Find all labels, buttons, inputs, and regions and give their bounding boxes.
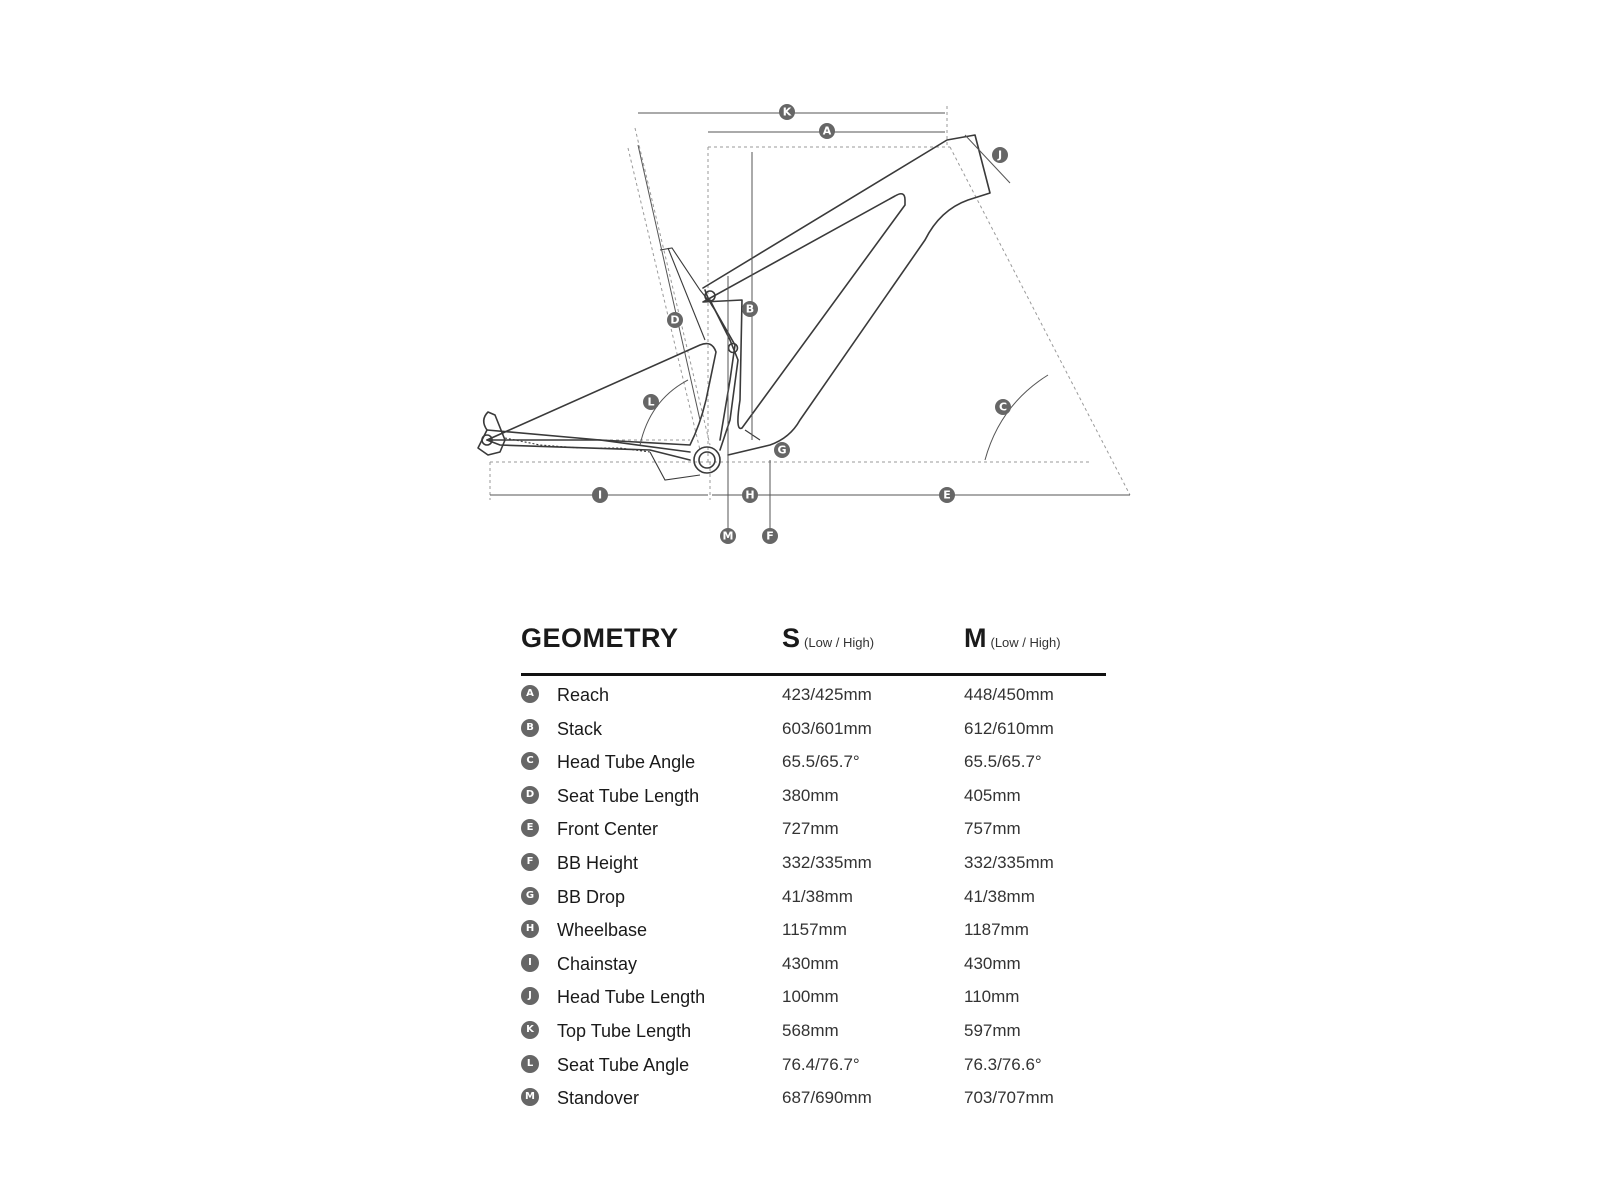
measurement-name: Seat Tube Length: [557, 785, 700, 806]
value-size-m: 405mm: [964, 785, 1021, 805]
value-size-s: 76.4/76.7°: [782, 1054, 860, 1074]
svg-text:F: F: [766, 529, 774, 543]
badge-e: [939, 487, 955, 503]
table-row: [521, 745, 1106, 779]
table-row: [521, 1081, 1106, 1115]
svg-text:G: G: [777, 443, 787, 457]
column-header-m: [964, 623, 1061, 654]
bike-frame: [478, 135, 990, 480]
letter-badge-icon: F: [521, 853, 539, 871]
size-label: M: [964, 623, 987, 653]
value-size-m: 76.3/76.6°: [964, 1054, 1042, 1074]
value-size-s: 687/690mm: [782, 1088, 872, 1108]
letter-badge-icon: M: [521, 1088, 539, 1106]
value-size-m: 332/335mm: [964, 852, 1054, 872]
value-size-m: 41/38mm: [964, 886, 1035, 906]
svg-text:C: C: [998, 400, 1008, 414]
measurement-name: BB Height: [557, 852, 639, 873]
svg-text:K: K: [782, 105, 792, 119]
badge-i: [592, 487, 608, 503]
value-size-m: 1187mm: [964, 920, 1029, 940]
table-row: [521, 678, 1106, 712]
letter-badge-icon: G: [521, 887, 539, 905]
badge-h: [742, 487, 758, 503]
letter-badge-icon: H: [521, 920, 539, 938]
badge-c: [995, 399, 1011, 415]
value-size-s: 727mm: [782, 819, 839, 839]
measurement-name: Stack: [557, 718, 603, 739]
value-size-m: 757mm: [964, 819, 1021, 839]
table-title: GEOMETRY: [521, 623, 679, 653]
svg-text:H: H: [745, 488, 755, 502]
value-size-m: 430mm: [964, 953, 1021, 973]
measurement-name: Seat Tube Angle: [557, 1054, 690, 1075]
value-size-s: 423/425mm: [782, 685, 872, 704]
value-size-m: 703/707mm: [964, 1088, 1054, 1108]
reference-lines: [490, 106, 1130, 500]
value-size-s: 430mm: [782, 953, 839, 973]
size-note: (Low / High): [804, 635, 875, 650]
table-row: [521, 980, 1106, 1014]
size-label: S: [782, 623, 801, 653]
value-size-s: 65.5/65.7°: [782, 752, 860, 772]
measurement-name: BB Drop: [557, 886, 626, 907]
table-row: [521, 712, 1106, 746]
svg-text:A: A: [822, 124, 832, 138]
value-size-s: 41/38mm: [782, 886, 853, 906]
badge-l: [643, 394, 659, 410]
badge-f: [762, 528, 778, 544]
badge-j: [992, 147, 1008, 163]
table-row: [521, 1014, 1106, 1048]
badge-g: [774, 442, 790, 458]
measurement-name: Standover: [557, 1088, 640, 1109]
letter-badge-icon: B: [521, 719, 539, 737]
letter-badge-icon: D: [521, 786, 539, 804]
column-header-s: [782, 623, 874, 654]
letter-badge-icon: K: [521, 1021, 539, 1039]
measurement-name: Top Tube Length: [557, 1020, 692, 1041]
table-row: [521, 880, 1106, 914]
table-row: [521, 846, 1106, 880]
letter-badge-icon: E: [521, 819, 539, 837]
letter-badge-icon: A: [521, 685, 539, 703]
table-row: [521, 947, 1106, 981]
svg-text:E: E: [943, 488, 951, 502]
svg-text:L: L: [647, 395, 655, 409]
table-row: [521, 1048, 1106, 1082]
table-header: [521, 615, 1106, 676]
badge-k: [779, 104, 795, 120]
value-size-m: 597mm: [964, 1020, 1021, 1040]
letter-badge-icon: I: [521, 954, 539, 972]
table-row: [521, 812, 1106, 846]
size-note: (Low / High): [990, 635, 1061, 650]
measurement-name: Front Center: [557, 819, 659, 840]
letter-badge-icon: J: [521, 987, 539, 1005]
dimension-lines: [490, 113, 1130, 530]
geometry-table: [521, 615, 1106, 1115]
value-size-s: 100mm: [782, 987, 839, 1007]
value-size-s: 603/601mm: [782, 718, 872, 738]
svg-text:I: I: [597, 488, 603, 502]
svg-text:J: J: [997, 148, 1003, 162]
measurement-name: Reach: [557, 685, 610, 705]
value-size-m: 612/610mm: [964, 718, 1054, 738]
table-row: [521, 779, 1106, 813]
svg-text:D: D: [670, 313, 680, 327]
value-size-s: 380mm: [782, 785, 839, 805]
letter-badge-icon: L: [521, 1055, 539, 1073]
badge-b: [742, 301, 758, 317]
letter-badge-icon: C: [521, 752, 539, 770]
value-size-s: 568mm: [782, 1020, 839, 1040]
badge-m: [720, 528, 736, 544]
table-body: [521, 676, 1106, 1115]
measurement-name: Chainstay: [557, 953, 638, 974]
measurement-name: Head Tube Length: [557, 987, 706, 1008]
value-size-m: 110mm: [964, 987, 1020, 1007]
value-size-m: 448/450mm: [964, 685, 1054, 704]
badge-d: [667, 312, 683, 328]
svg-text:M: M: [722, 529, 734, 543]
table-row: [521, 913, 1106, 947]
value-size-s: 1157mm: [782, 920, 847, 940]
measurement-name: Wheelbase: [557, 920, 648, 941]
value-size-m: 65.5/65.7°: [964, 752, 1042, 772]
badge-a: [819, 123, 835, 139]
value-size-s: 332/335mm: [782, 852, 872, 872]
measurement-name: Head Tube Angle: [557, 752, 696, 773]
svg-text:B: B: [745, 302, 755, 316]
